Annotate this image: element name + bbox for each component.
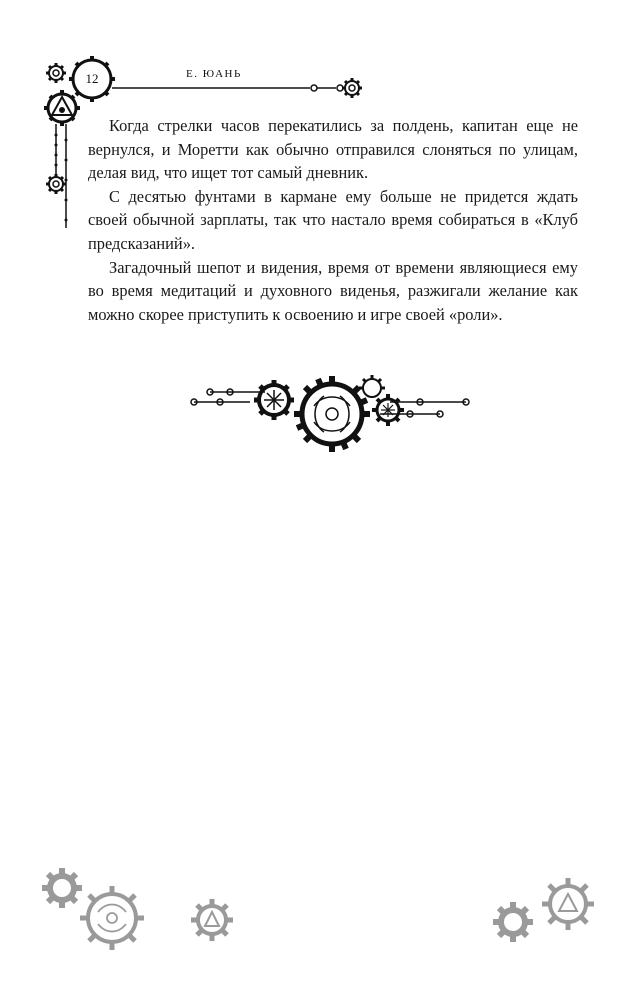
gray-gears-icon [0,860,644,1000]
page-number: 12 [85,71,99,86]
running-head-author: Е. ЮАНЬ [186,68,242,80]
steampunk-gears-divider-icon [190,370,480,460]
body-text [88,114,578,326]
paragraph: Загадочный шепот и видения, время от времени являющиеся ему во время медитаций и духовного виденья, разжигали желание как можно скорее приступить к освоению и игре своей «роли». [88,257,578,324]
paragraph: С десятью фунтами в кармане ему больше не придется ждать своей обычной зарплаты, так что настало время собираться в «Клуб предсказаний». [88,186,578,253]
paragraph: Когда стрелки часов перекатились за полдень, капитан еще не вернулся, и Моретти как обычно отправился слоняться по улицам, делая вид, что ищет тот самый дневник. [88,116,578,183]
